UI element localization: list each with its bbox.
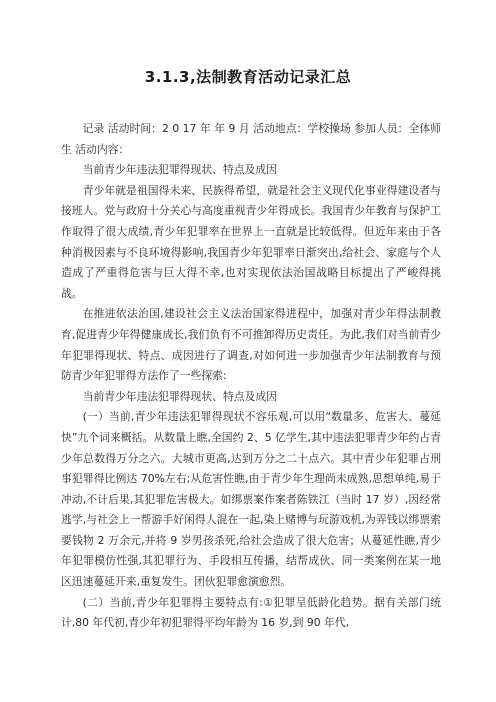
document-body	[61, 119, 441, 634]
section-heading: 当前青少年违法犯罪得现状、特点及成因	[82, 389, 277, 403]
document-title: 3.1.3,法制教育活动记录汇总	[144, 68, 352, 86]
section-heading: 当前青少年违法犯罪得现状、特点及成因	[82, 163, 277, 177]
body-paragraph: 在推进依法治国,建设社会主义法治国家得进程中，加强对青少年得法制教育,促进青少年得健康成长,我们负有不可推卸得历史责任。为此,我们对当前青少年犯罪得现状、特点、成因进行了调查,对如何进一步加强青少年法制教育与预防青少年犯罪得方法作了一些探索:	[61, 307, 441, 383]
record-header-paragraph: 记录 活动时间：2 0 17 年 年 9 月 活动地点：学校操场 参加人员：全体师生 活动内容：	[61, 122, 441, 156]
body-paragraph: (一）当前,青少年违法犯罪得现状不容乐观,可以用“数量多、危害大、蔓延快”九个词来概括。从数量上瞧,全国约 2、5 亿学生,其中违法犯罪青少年约占青少年总数得万分之六。大城市更高,达到万分之二十点六。其中青少年犯罪占刑事犯罪得比例达 70%左右;从危害性瞧,由于青少年生理尚未成熟,思想单纯,易于冲动,不计后果,其犯罪危害极大。如绑票案作案者陈铁江（当时 17 岁）,因经常逃学,与社会上一帮游手好闲得人混在一起,染上赌博与玩游戏机,为弄钱以绑票索要钱物 2 万余元,并将 9 岁男孩杀死,给社会造成了很大危害；从蔓延性瞧,青少年犯罪模仿性强,其犯罪行为、手段相互传播，结帮成伙、同一类案例在某一地区迅速蔓延开来,重复发生。团伙犯罪愈演愈烈。	[61, 410, 441, 589]
body-paragraph: (二）当前,青少年犯罪得主要特点有:①犯罪呈低龄化趋势。据有关部门统计,80 年代初,青少年初犯罪得平均年龄为 16 岁,到 90 年代,	[61, 595, 441, 630]
body-paragraph: 青少年就是祖国得未来、民族得希望，就是社会主义现代化事业得建设者与接班人。党与政府十分关心与高度重视青少年得成长。我国青少年教育与保护工作取得了很大成绩,青少年犯罪率在世界上一直就是比较低得。但近年来由于各种消极因素与不良环境得影响,我国青少年犯罪率日渐突出,给社会、家庭与个人造成了严重得危害与巨大得不幸,也对实现依法治国战略目标提出了严峻得挑战。	[61, 183, 441, 300]
